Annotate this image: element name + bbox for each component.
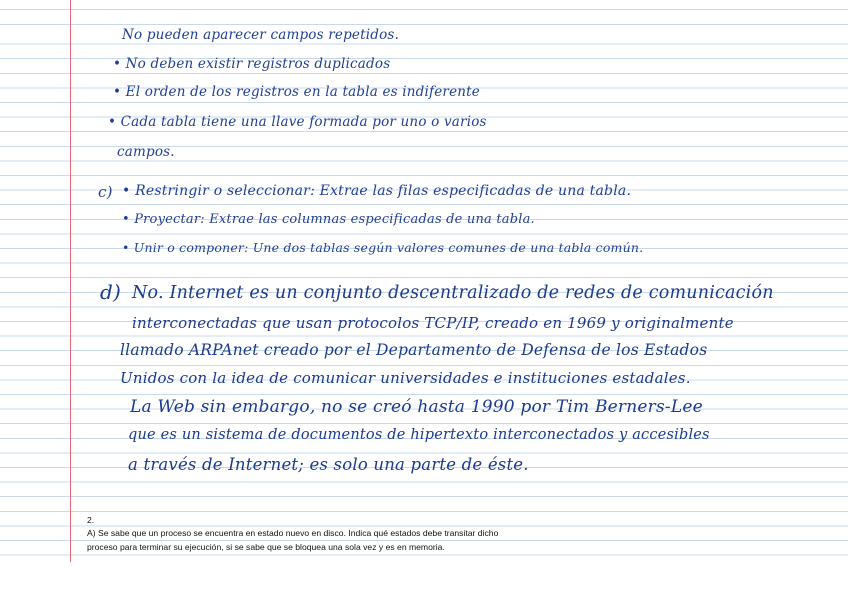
question-line-2: proceso para terminar su ejecución, si se sabe que se bloquea una sola vez y es en memoria. (87, 542, 445, 552)
c-line-1: • Restringir o seleccionar: Extrae las filas especificadas de una tabla. (122, 183, 632, 199)
d-label: d) (100, 280, 122, 304)
d-line-4: Unidos con la idea de comunicar universidades e instituciones estadales. (120, 369, 691, 387)
c-label: c) (98, 183, 113, 201)
d-line-7: a través de Internet; es solo una parte de éste. (128, 455, 529, 474)
b-line-2: • No deben existir registros duplicados (113, 56, 391, 72)
question-number: 2. (87, 515, 95, 525)
margin-line (70, 0, 71, 562)
c-line-3: • Unir o componer: Une dos tablas según valores comunes de una tabla común. (122, 240, 644, 255)
d-line-3: llamado ARPAnet creado por el Departamento de Defensa de los Estados (120, 341, 708, 359)
b-line-1: No pueden aparecer campos repetidos. (122, 27, 400, 43)
d-line-6: que es un sistema de documentos de hipertexto interconectados y accesibles (128, 427, 710, 443)
c-line-2: • Proyectar: Extrae las columnas especificadas de una tabla. (122, 212, 535, 227)
d-line-2: interconectadas que usan protocolos TCP/IP, creado en 1969 y originalmente (132, 314, 734, 332)
d-line-1: No. Internet es un conjunto descentralizado de redes de comunicación (132, 283, 774, 303)
b-line-5: campos. (117, 144, 175, 160)
b-line-4: • Cada tabla tiene una llave formada por uno o varios (108, 114, 487, 130)
b-line-3: • El orden de los registros en la tabla es indiferente (113, 84, 480, 100)
question-line-1: A) Se sabe que un proceso se encuentra en estado nuevo en disco. Indica qué estados debe transitar dicho (87, 528, 499, 538)
d-line-5: La Web sin embargo, no se creó hasta 1990 por Tim Berners-Lee (130, 397, 703, 417)
